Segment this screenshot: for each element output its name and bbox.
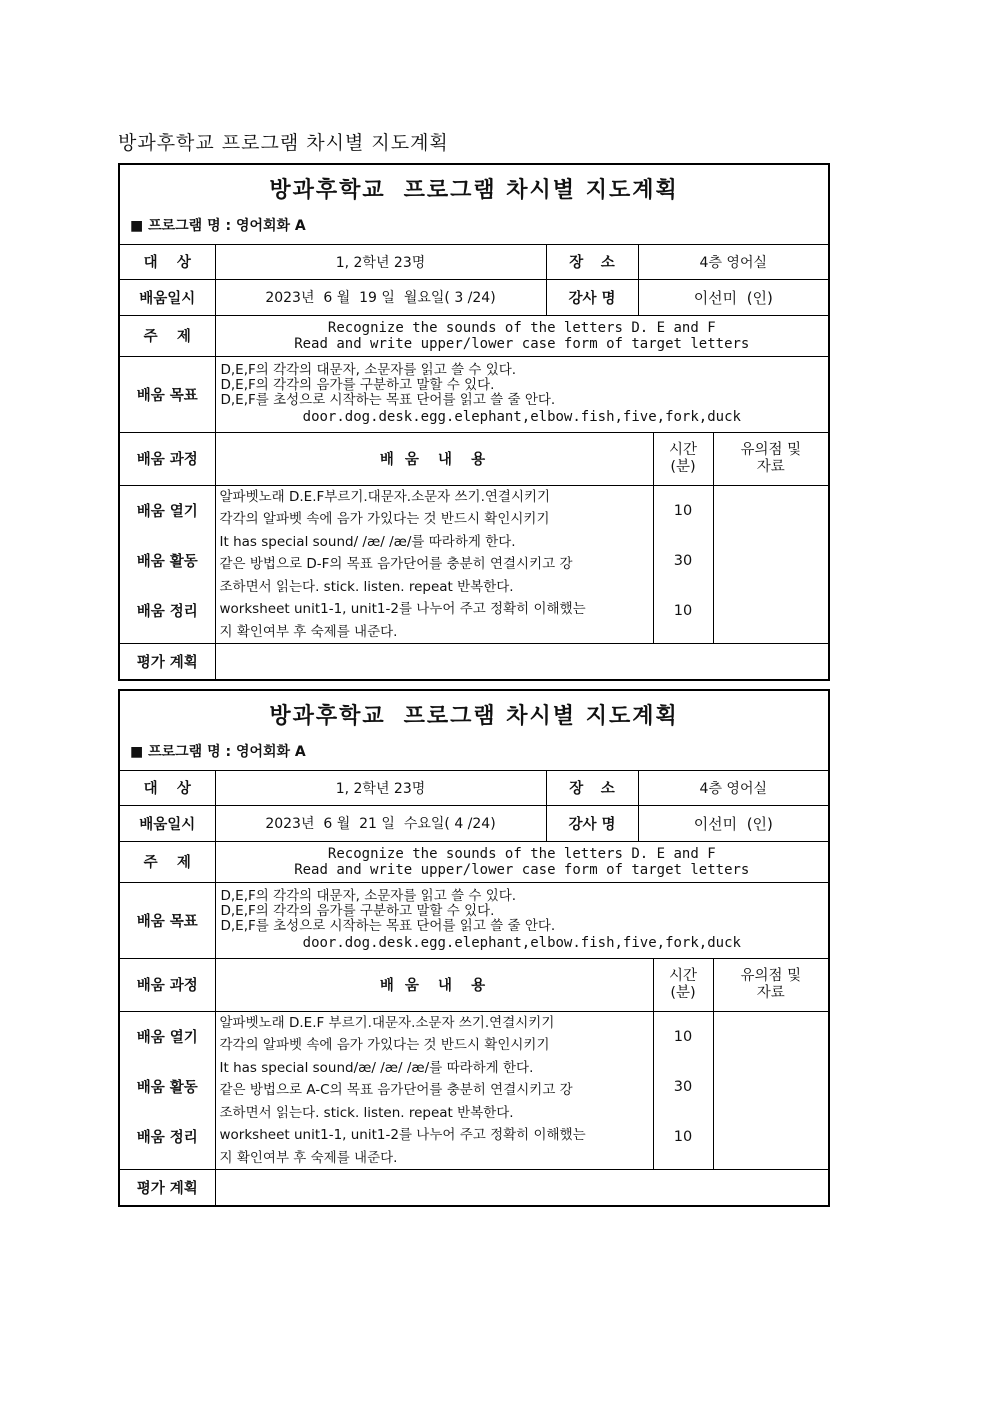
goal-line-1: D,E,F의 각각의 대문자, 소문자를 읽고 쓸 수 있다. (220, 362, 517, 378)
plan-title-left: 방과후학교 (269, 703, 386, 730)
program-name: ■ 프로그램 명 : 영어회화 A (130, 218, 306, 235)
topic-line-1: Recognize the sounds of the letters D. E and F (327, 845, 716, 862)
content-line: worksheet unit1-1, unit1-2를 나누어 주고 정확히 이해했는 (219, 1127, 586, 1143)
step-closing: 배움 정리 (136, 1130, 198, 1146)
target-value: 1, 2학년 23명 (215, 244, 546, 279)
date-label: 배움일시 (119, 805, 215, 841)
goal-line-2: D,E,F의 각각의 음가를 구분하고 말할 수 있다. (220, 903, 495, 919)
topic-line-1: Recognize the sounds of the letters D. E and F (327, 319, 716, 336)
process-label: 배움 과정 (119, 432, 215, 485)
content-line: 같은 방법으로 D-F의 목표 음가단어를 충분히 연결시키고 강 (219, 556, 573, 572)
evaluation-label: 평가 계획 (119, 1170, 215, 1206)
process-label: 배움 과정 (119, 958, 215, 1011)
program-name: ■ 프로그램 명 : 영어회화 A (130, 744, 306, 761)
lesson-plan-table-1 (118, 163, 830, 681)
step-activity: 배움 활동 (136, 554, 198, 570)
process-steps (119, 485, 215, 644)
goal-label: 배움 목표 (119, 356, 215, 432)
time-opening: 10 (673, 1028, 693, 1045)
content-label: 배 움 내 용 (215, 432, 653, 485)
process-times (653, 485, 713, 644)
plan-title-right: 프로그램 차시별 지도계획 (403, 177, 679, 204)
notes-cell (713, 1011, 829, 1170)
content-line: 알파벳노래 D.E.F부르기.대문자.소문자 쓰기.연결시키기 (219, 488, 551, 505)
step-opening: 배움 열기 (136, 1030, 198, 1046)
process-content (215, 485, 653, 644)
evaluation-label: 평가 계획 (119, 644, 215, 680)
content-line: worksheet unit1-1, unit1-2를 나누어 주고 정확히 이해했는 (219, 601, 586, 617)
target-label: 대 상 (119, 770, 215, 805)
place-label: 장 소 (546, 770, 638, 805)
time-header: 시간 (분) (653, 432, 713, 485)
plan-header (119, 690, 829, 770)
target-value: 1, 2학년 23명 (215, 770, 546, 805)
topic-value (215, 315, 829, 356)
goal-line-3: D,E,F를 초성으로 시작하는 목표 단어를 읽고 쓸 줄 안다. (220, 918, 556, 934)
teacher-label: 강사 명 (546, 279, 638, 315)
evaluation-value (215, 644, 829, 680)
time-closing: 10 (673, 602, 693, 619)
goal-list (215, 882, 829, 958)
content-line: 조하면서 읽는다. stick. listen. repeat 반복한다. (219, 1104, 514, 1121)
content-line: 각각의 알파벳 속에 음가 가있다는 것 반드시 확인시키기 (219, 1037, 550, 1053)
time-header: 시간 (분) (653, 958, 713, 1011)
topic-value (215, 841, 829, 882)
time-activity: 30 (673, 552, 693, 569)
topic-label: 주 제 (119, 841, 215, 882)
plan-header (119, 164, 829, 244)
plan-title (120, 169, 828, 211)
teacher-value: 이선미 (인) (638, 805, 829, 841)
date-value: 2023년 6 월 19 일 월요일( 3 /24) (215, 279, 546, 315)
goal-target-words: door.dog.desk.egg.elephant,elbow.fish,five,fork,duck (302, 409, 741, 425)
plan-title-right: 프로그램 차시별 지도계획 (403, 703, 679, 730)
place-label: 장 소 (546, 244, 638, 279)
content-line: 조하면서 읽는다. stick. listen. repeat 반복한다. (219, 578, 514, 595)
content-line: 지 확인여부 후 숙제를 내준다. (219, 623, 398, 640)
goal-target-words: door.dog.desk.egg.elephant,elbow.fish,five,fork,duck (302, 935, 741, 951)
place-value: 4층 영어실 (638, 770, 829, 805)
evaluation-value (215, 1170, 829, 1206)
content-line: 알파벳노래 D.E.F 부르기.대문자.소문자 쓰기.연결시키기 (219, 1014, 555, 1031)
time-closing: 10 (673, 1128, 693, 1145)
lesson-plan-table-2 (118, 689, 830, 1207)
target-label: 대 상 (119, 244, 215, 279)
teacher-value: 이선미 (인) (638, 279, 829, 315)
process-times (653, 1011, 713, 1170)
time-activity: 30 (673, 1078, 693, 1095)
goal-label: 배움 목표 (119, 882, 215, 958)
goal-line-3: D,E,F를 초성으로 시작하는 목표 단어를 읽고 쓸 줄 안다. (220, 392, 556, 408)
goal-line-1: D,E,F의 각각의 대문자, 소문자를 읽고 쓸 수 있다. (220, 888, 517, 904)
content-line: It has special sound/ /æ/ /æ/를 따라하게 한다. (219, 533, 516, 550)
step-activity: 배움 활동 (136, 1080, 198, 1096)
date-label: 배움일시 (119, 279, 215, 315)
teacher-label: 강사 명 (546, 805, 638, 841)
notes-cell (713, 485, 829, 644)
notes-header: 유의점 및 자료 (713, 432, 829, 485)
place-value: 4층 영어실 (638, 244, 829, 279)
process-content (215, 1011, 653, 1170)
notes-header: 유의점 및 자료 (713, 958, 829, 1011)
plan-title (120, 695, 828, 737)
step-opening: 배움 열기 (136, 504, 198, 520)
content-line: 각각의 알파벳 속에 음가 가있다는 것 반드시 확인시키기 (219, 511, 550, 527)
goal-list (215, 356, 829, 432)
date-value: 2023년 6 월 21 일 수요일( 4 /24) (215, 805, 546, 841)
topic-label: 주 제 (119, 315, 215, 356)
process-steps (119, 1011, 215, 1170)
content-line: 지 확인여부 후 숙제를 내준다. (219, 1149, 398, 1166)
step-closing: 배움 정리 (136, 604, 198, 620)
goal-line-2: D,E,F의 각각의 음가를 구분하고 말할 수 있다. (220, 377, 495, 393)
content-line: 같은 방법으로 A-C의 목표 음가단어를 충분히 연결시키고 강 (219, 1082, 573, 1098)
time-opening: 10 (673, 502, 693, 519)
topic-line-2: Read and write upper/lower case form of target letters (294, 335, 750, 352)
content-line: It has special sound/æ/ /æ/ /æ/를 따라하게 한다. (219, 1059, 534, 1076)
document-title: 방과후학교 프로그램 차시별 지도계획 (118, 132, 449, 154)
plan-title-left: 방과후학교 (269, 177, 386, 204)
topic-line-2: Read and write upper/lower case form of target letters (294, 861, 750, 878)
content-label: 배 움 내 용 (215, 958, 653, 1011)
